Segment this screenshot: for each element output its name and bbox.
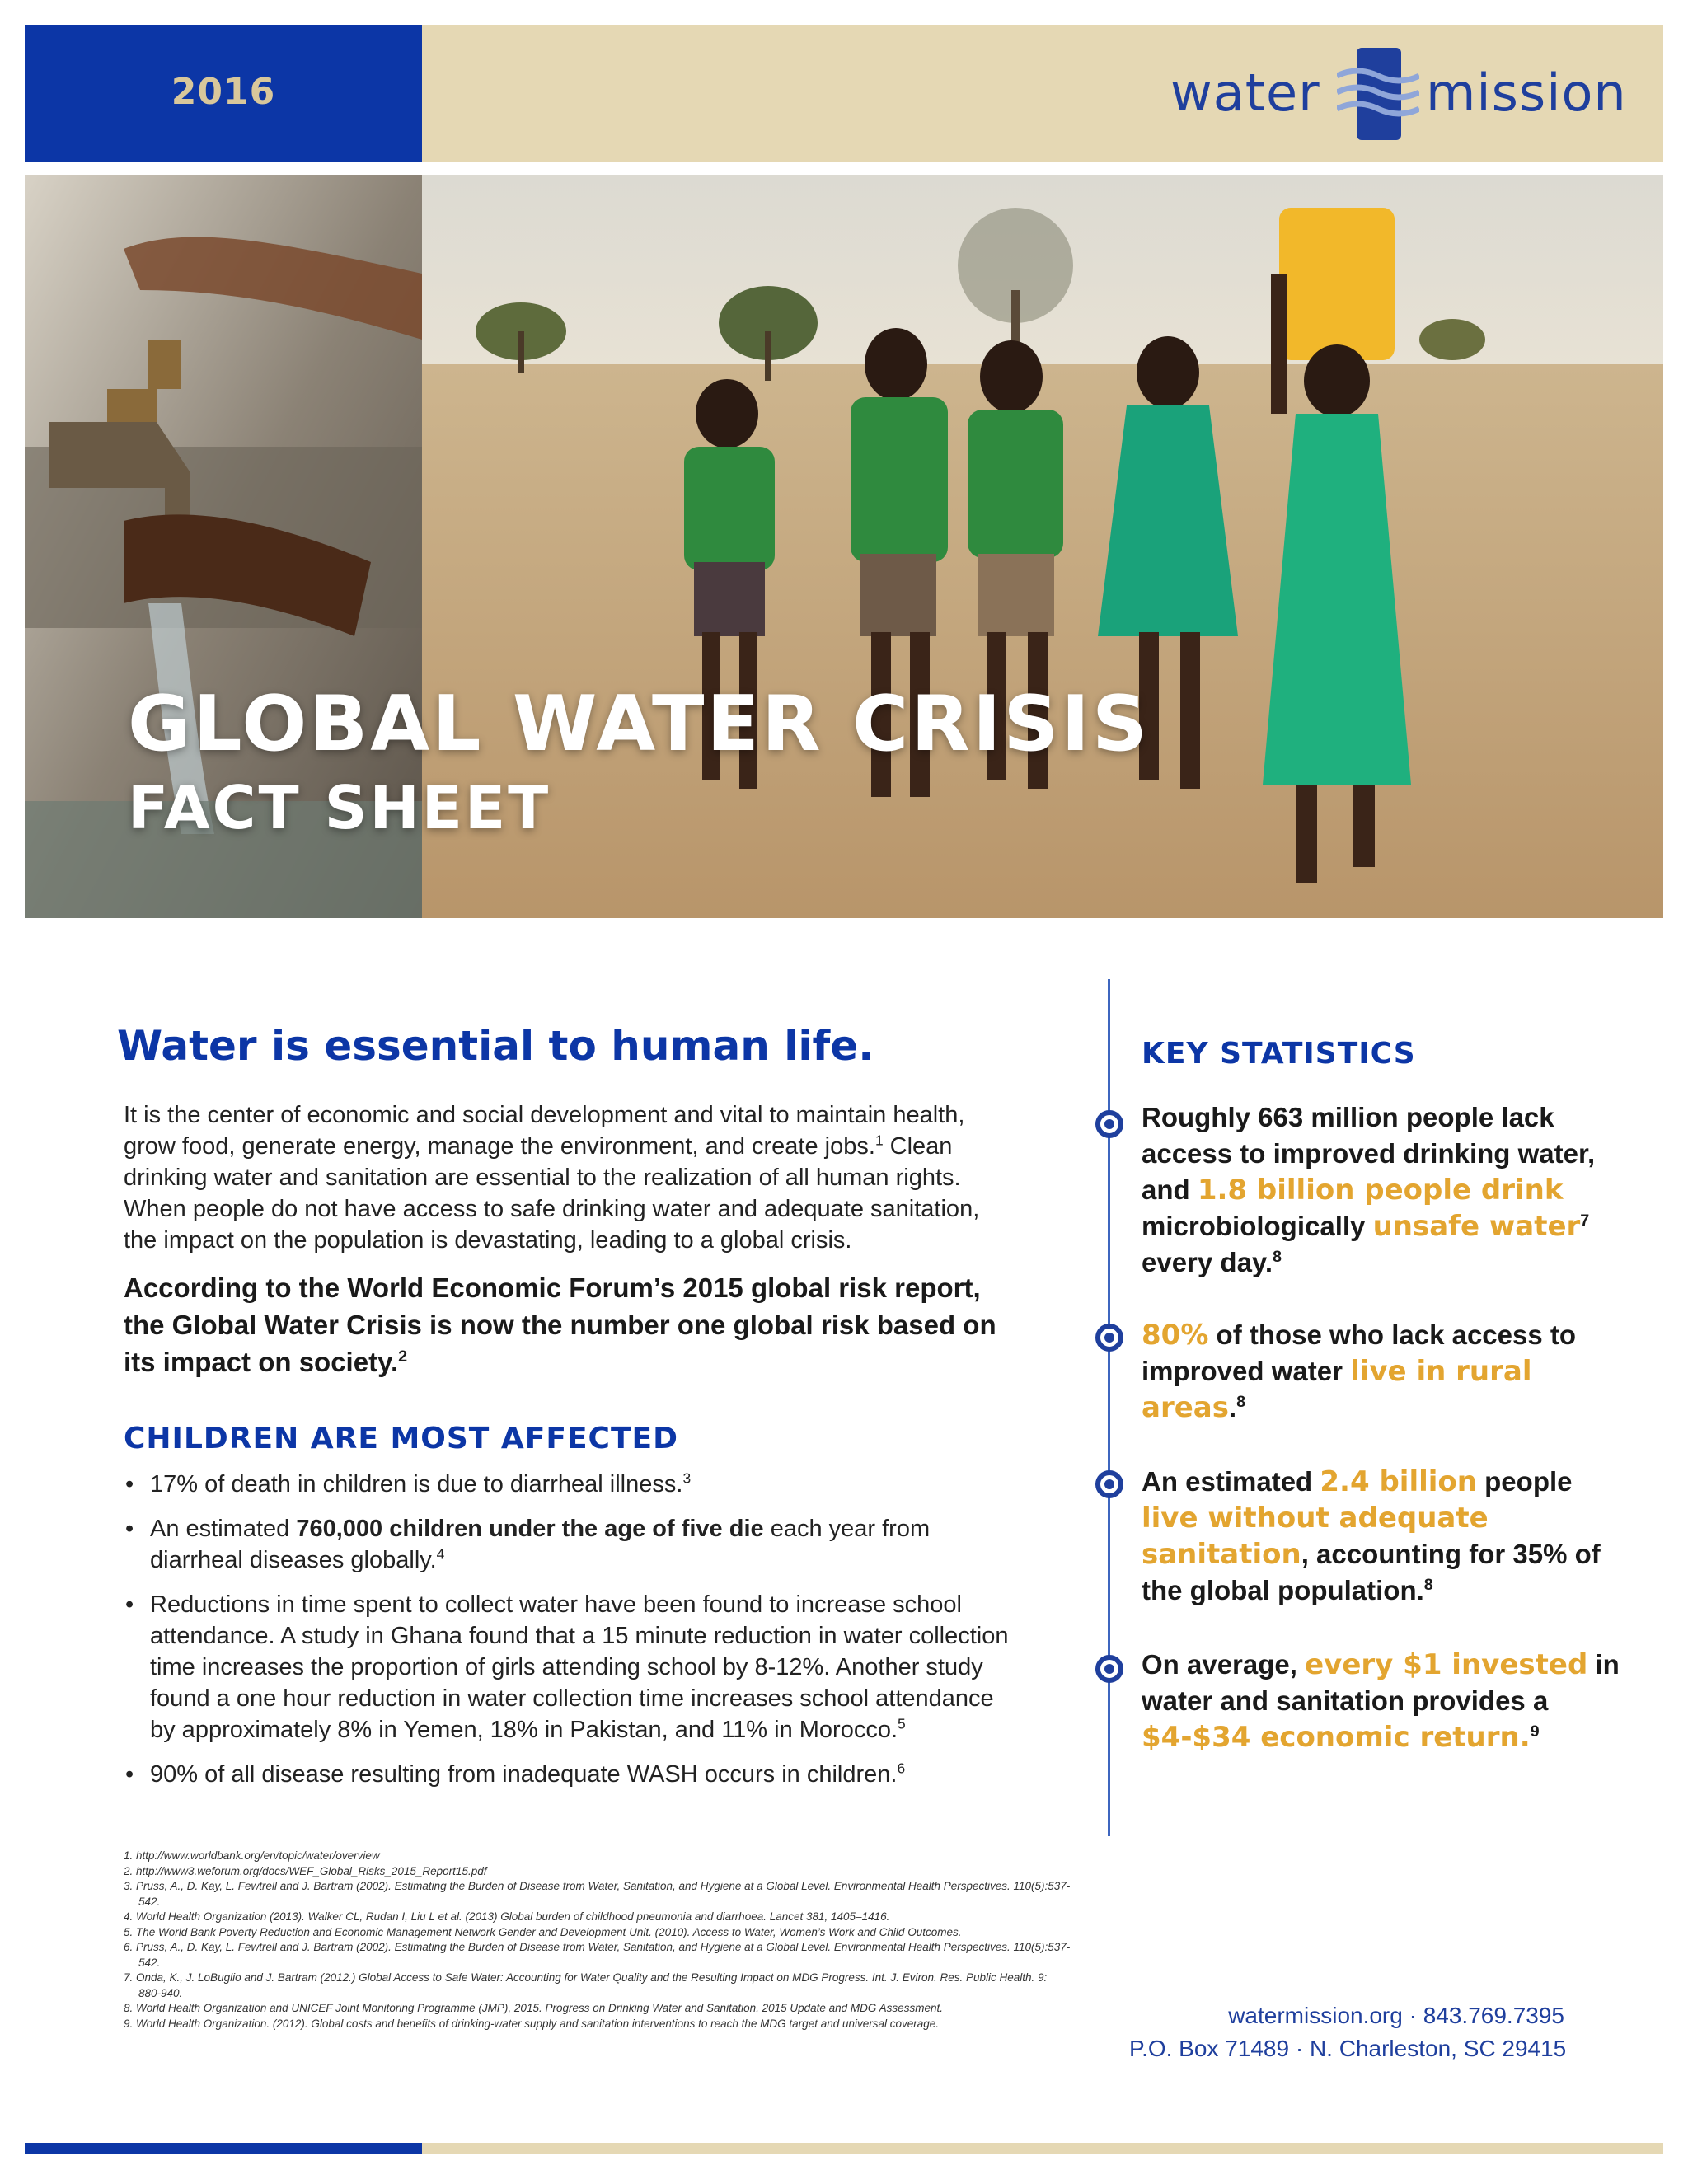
stat-text: every day. xyxy=(1142,1247,1273,1277)
children-walking-photo xyxy=(422,175,1663,918)
footnote-ref: 8 xyxy=(1423,1576,1433,1594)
intro-text-1: It is the center of economic and social development and vital to maintain health, grow food, generate energy, manage the environment, and create jobs. xyxy=(124,1102,965,1160)
stat-item xyxy=(1142,1464,1620,1609)
timeline-dot-icon xyxy=(1095,1655,1123,1683)
footnote-ref: 8 xyxy=(1273,1248,1282,1266)
bullet-text: Reductions in time spent to collect water have been found to increase school attendance. A study in Ghana found that a 15 minute reduction in water collection time increases the proportion of girls attending school by 8-12%. Another study found a one hour reduction in water collection time increases school attendance by approximately 8% in Yemen, 18% in Pakistan, and 11% in Morocco. xyxy=(150,1591,1009,1743)
stat-text: Roughly 663 million people lack access to improved drinking water, and xyxy=(1142,1102,1596,1205)
list-item xyxy=(124,1589,1014,1746)
stat-highlight: 1.8 billion people drink xyxy=(1197,1174,1564,1207)
stat-highlight: every $1 invested xyxy=(1305,1648,1588,1681)
timeline-dot-icon xyxy=(1095,1470,1123,1498)
mailing-address: P.O. Box 71489 · N. Charleston, SC 29415 xyxy=(1129,2036,1567,2061)
reference-item: 6. Pruss, A., D. Kay, L. Fewtrell and J. Bartram (2002). Estimating the Burden of Disease from Water, Sanitation, and Hygiene at a Global Level. Environmental Health Perspectives. 110(5):537-542. xyxy=(124,1941,1071,1969)
footnote-ref: 2 xyxy=(398,1347,408,1366)
stat-text: On average, xyxy=(1142,1649,1306,1680)
children-facts-list xyxy=(124,1469,1014,1803)
footnote-ref: 5 xyxy=(898,1715,906,1732)
footer-bar-tan xyxy=(422,2143,1663,2154)
risk-statement xyxy=(124,1269,1006,1380)
reference-item: 5. The World Bank Poverty Reduction and Economic Management Network Gender and Development Unit. (2010). Access to Water, Women’s Work and Child Outcomes. xyxy=(124,1925,962,1938)
stat-highlight: live in rural areas xyxy=(1142,1355,1532,1424)
stat-text: in water and sanitation provides a xyxy=(1142,1649,1620,1716)
reference-item: 3. Pruss, A., D. Kay, L. Fewtrell and J. Bartram (2002). Estimating the Burden of Disease from Water, Sanitation, and Hygiene at a Global Level. Environmental Health Perspectives. 110(5):537-542. xyxy=(124,1880,1071,1908)
footer-bar-blue xyxy=(25,2143,422,2154)
list-item xyxy=(124,1759,1014,1790)
timeline-dot-icon xyxy=(1095,1110,1123,1138)
stat-text: An estimated xyxy=(1142,1466,1320,1497)
bullet-text: each year from diarrheal diseases globally. xyxy=(150,1516,931,1573)
reference-item: 1. http://www.worldbank.org/en/topic/water/overview xyxy=(124,1849,380,1862)
references-list xyxy=(124,1849,1071,2032)
footnote-ref: 6 xyxy=(897,1760,906,1777)
stat-text: people xyxy=(1476,1466,1573,1497)
reference-item: 7. Onda, K., J. LoBuglio and J. Bartram (2012.) Global Access to Safe Water: Accounting for Water Quality and the Resulting Impact on MDG Progress. Int. J. Eviron. Res. Public Health. 9: 880-940. xyxy=(124,1971,1048,1999)
timeline-divider xyxy=(1108,979,1110,1836)
year-banner xyxy=(25,25,422,162)
intro-text-2: Clean drinking water and sanitation are essential to the realization of all human rights. When people do not have access to safe drinking water and adequate sanitation, the impact on the population is devastating, leading to a global crisis. xyxy=(124,1133,980,1254)
logo-word-water: water xyxy=(1170,63,1320,123)
logo-word-mission: mission xyxy=(1426,63,1627,123)
stat-highlight: 80% xyxy=(1142,1319,1209,1352)
stat-highlight: live without adequate sanitation xyxy=(1142,1502,1489,1571)
stat-highlight: unsafe water xyxy=(1372,1210,1581,1243)
hero-subtitle: FACT SHEET xyxy=(128,773,551,842)
reference-item: 4. World Health Organization (2013). Walker CL, Rudan I, Liu L et al. (2013) Global burden of childhood pneumonia and diarrhoea. Lancet 381, 1405–1416. xyxy=(124,1910,890,1923)
year-label: 2016 xyxy=(171,71,276,113)
list-item xyxy=(124,1469,1014,1500)
stat-highlight: 2.4 billion xyxy=(1320,1465,1477,1498)
stat-highlight: $4-$34 economic return. xyxy=(1142,1721,1531,1754)
reference-item: 8. World Health Organization and UNICEF Joint Monitoring Programme (JMP), 2015. Progress on Drinking Water and Sanitation, 2015 Update and MDG Assessment. xyxy=(124,2002,943,2014)
reference-item: 9. World Health Organization. (2012). Global costs and benefits of drinking-water supply and sanitation interventions to reach the MDG target and universal coverage. xyxy=(124,2017,940,2030)
footnote-ref: 3 xyxy=(682,1469,692,1487)
stat-text: , accounting for 35% of the global population. xyxy=(1142,1539,1601,1605)
risk-statement-text: According to the World Economic Forum’s 2015 global risk report, the Global Water Crisis is now the number one global risk based on its impact on society. xyxy=(124,1272,996,1377)
stat-text: of those who lack access to improved water xyxy=(1142,1319,1577,1386)
timeline-dot-icon xyxy=(1095,1324,1123,1352)
bullet-text: 17% of death in children is due to diarrheal illness. xyxy=(150,1471,683,1497)
website-phone[interactable]: watermission.org · 843.769.7395 xyxy=(1228,2003,1564,2028)
bullet-bold-text: 760,000 children under the age of five die xyxy=(296,1516,764,1542)
stat-text: microbiologically xyxy=(1142,1211,1373,1241)
water-mission-logo xyxy=(1170,48,1627,140)
footnote-ref: 7 xyxy=(1580,1212,1590,1230)
water-drop-logo-icon xyxy=(1337,48,1419,140)
main-heading: Water is essential to human life. xyxy=(117,1022,874,1070)
children-heading: CHILDREN ARE MOST AFFECTED xyxy=(124,1422,678,1455)
intro-paragraph xyxy=(124,1099,1006,1256)
bullet-text: An estimated xyxy=(150,1516,297,1542)
stat-item xyxy=(1142,1317,1620,1426)
footnote-ref: 8 xyxy=(1236,1393,1246,1411)
key-statistics-heading: KEY STATISTICS xyxy=(1142,1037,1416,1071)
hero-photo xyxy=(25,175,1663,918)
footnote-ref: 9 xyxy=(1530,1722,1540,1741)
list-item xyxy=(124,1513,1014,1576)
footnote-ref: 4 xyxy=(436,1545,445,1563)
footnote-ref: 1 xyxy=(874,1132,884,1149)
hero-title: GLOBAL WATER CRISIS xyxy=(128,679,1150,768)
bullet-text: 90% of all disease resulting from inadequate WASH occurs in children. xyxy=(150,1761,898,1788)
stat-text: . xyxy=(1228,1392,1237,1422)
stat-item xyxy=(1142,1647,1620,1755)
stat-item xyxy=(1142,1099,1620,1281)
reference-item: 2. http://www3.weforum.org/docs/WEF_Global_Risks_2015_Report15.pdf xyxy=(124,1864,487,1877)
